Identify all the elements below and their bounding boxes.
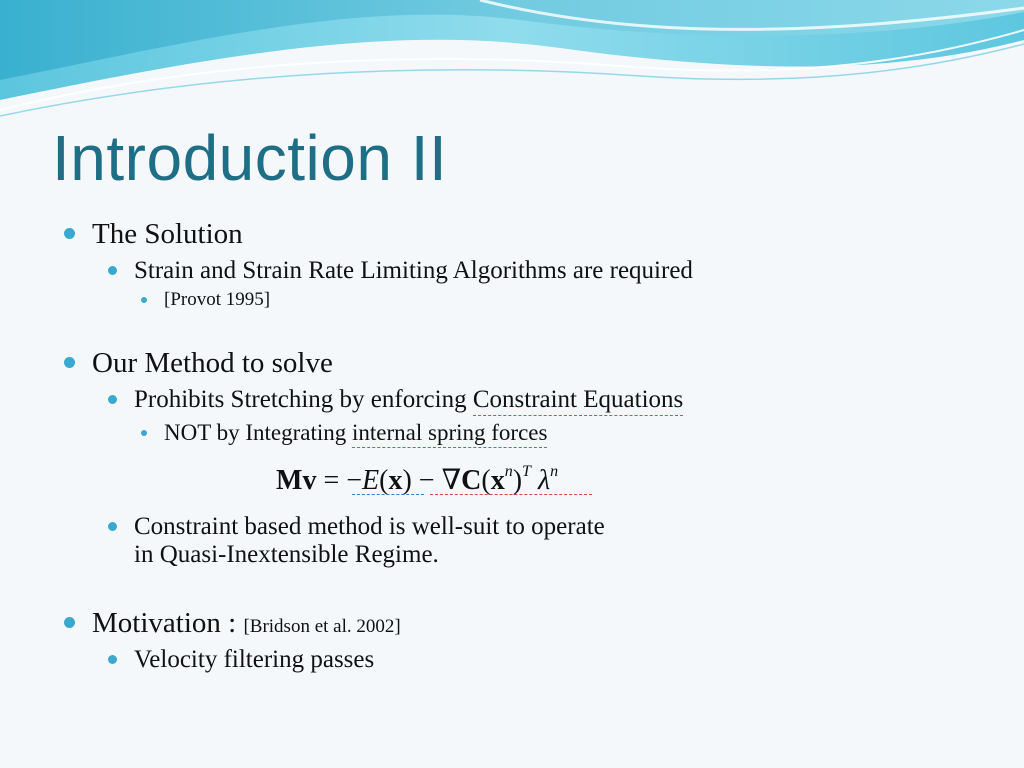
bullet-not-integrating [164, 421, 547, 444]
bullet-dot [141, 430, 147, 436]
header-wave-decoration [0, 0, 1024, 120]
slide-title: Introduction II [52, 122, 448, 194]
equation-underline-blue [352, 494, 424, 495]
prohibits-text: Prohibits Stretching by enforcing [134, 386, 473, 413]
equation-underline-red [430, 494, 592, 495]
bullet-dot [64, 357, 75, 368]
bullet-dot [64, 617, 75, 628]
bridson-citation: [Bridson et al. 2002] [243, 616, 401, 637]
bullet-the-solution: The Solution [92, 218, 243, 250]
bullet-dot [141, 297, 147, 303]
bullet-provot: [Provot 1995] [164, 289, 271, 310]
bullet-our-method: Our Method to solve [92, 347, 333, 379]
equation: $Mv = -E(x) - \nabla C(x^n)^T$ $\lambda^n$ [276, 463, 559, 496]
bullet-velocity-filtering: Velocity filtering passes [134, 646, 375, 673]
not-by-text: NOT by Integrating [164, 420, 353, 445]
motivation-text: Motivation : [92, 607, 244, 639]
bullet-motivation [92, 609, 401, 638]
bullet-prohibits-stretching [134, 387, 683, 412]
bullet-dot [108, 522, 117, 531]
spring-forces-term: internal spring forces [352, 420, 547, 448]
bullet-dot [108, 655, 117, 664]
bullet-dot [64, 228, 75, 239]
bullet-strain-limiting: Strain and Strain Rate Limiting Algorithms are required [134, 257, 693, 284]
bullet-dot [108, 395, 117, 404]
bullet-constraint-based-cont: in Quasi-Inextensible Regime. [134, 541, 439, 568]
bullet-constraint-based: Constraint based method is well-suit to operate [134, 513, 605, 540]
bullet-dot [108, 266, 117, 275]
constraint-equations-term: Constraint Equations [473, 386, 683, 416]
